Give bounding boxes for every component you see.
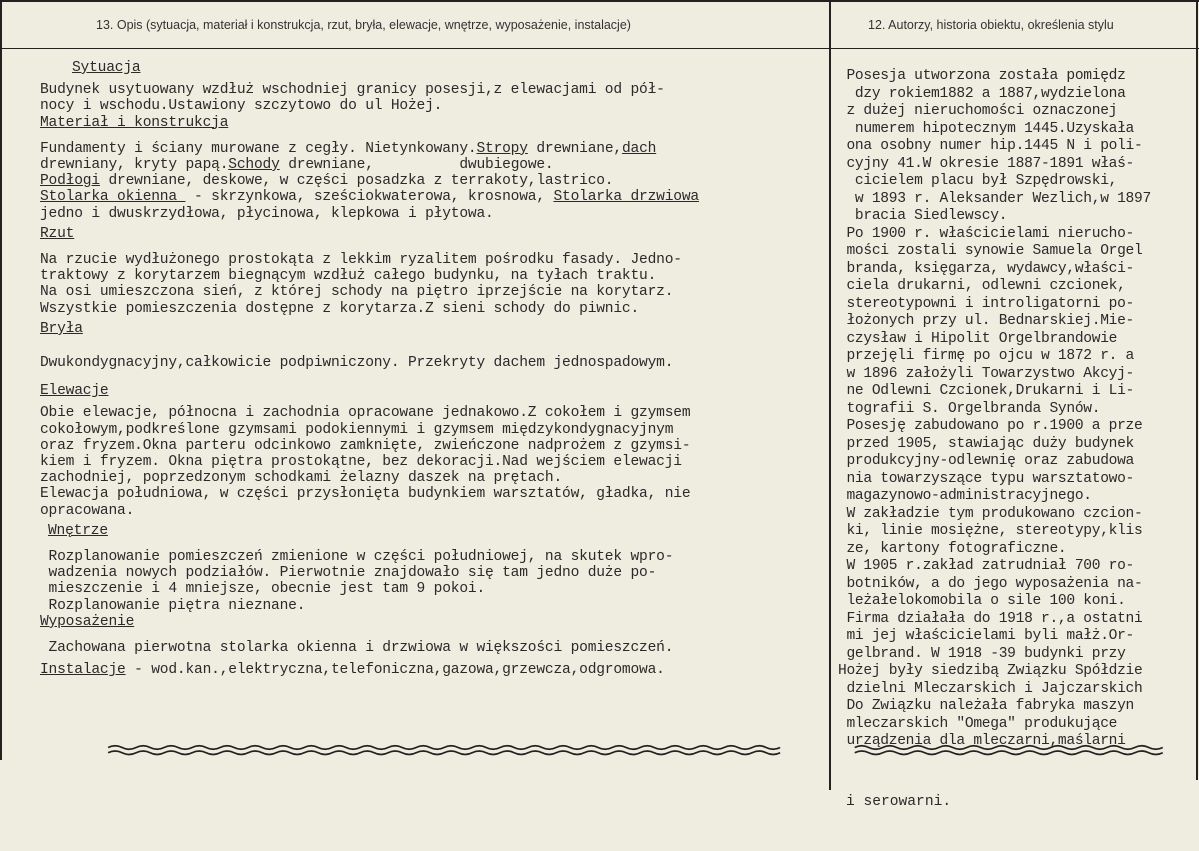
section-title-elewacje: Elewacje <box>40 383 109 400</box>
history-line: gelbrand. W 1918 -39 budynki przy <box>838 645 1126 662</box>
history-line: ona osobny numer hip.1445 N i poli- <box>838 138 1143 154</box>
section-title-bryla: Bryła <box>40 320 83 337</box>
wavy-border-right <box>832 744 1196 758</box>
history-line: ne Odlewni Czcionek,Drukarni i Li- <box>838 383 1135 399</box>
elewacje-line-2: cokołowym,podkreślone gzymsami podokiennymi i gzymsem międzykondygnacyjnym <box>40 421 674 438</box>
wnetrze-line-4: Rozplanowanie piętra nieznane. <box>40 597 306 614</box>
history-line: produkcyjny-odlewnię oraz zabudowa <box>838 453 1135 469</box>
history-column <box>838 68 1196 751</box>
history-line: Hożej były siedzibą Związku Spółdzie <box>838 663 1143 679</box>
elewacje-line-5: zachodniej, poprzedzonym schodkami żelazny daszek na prętach. <box>40 470 563 487</box>
history-line: łożonych przy ul. Bednarskiej.Mie- <box>838 313 1135 329</box>
header-history: 12. Autorzy, historia obiektu, określenia stylu <box>868 18 1114 32</box>
history-line: z dużej nieruchomości oznaczonej <box>838 103 1118 119</box>
right-border <box>1196 0 1198 780</box>
section-title-material: Materiał i konstrukcja <box>40 114 229 131</box>
history-line: ze, kartony fotograficzne. <box>838 540 1067 557</box>
header-rule <box>0 48 1199 49</box>
bryla-line-1: Dwukondygnacyjny,całkowicie podpiwniczony. Przekryty dachem jednospadowym. <box>40 355 674 372</box>
rzut-line-1: Na rzucie wydłużonego prostokąta z lekkim ryzalitem pośrodku fasady. Jedno- <box>40 252 682 269</box>
history-line: Do Związku należała fabryka maszyn <box>838 698 1135 714</box>
description-column <box>40 60 820 679</box>
rzut-line-3: Na osi umieszczona sień, z której schody na piętro iprzejście na korytarz. <box>40 284 674 301</box>
rzut-line-2: traktowy z korytarzem biegnącym wzdłuż całego budynku, na tyłach traktu. <box>40 268 657 285</box>
history-line: czysław i Hipolit Orgelbrandowie <box>838 330 1118 347</box>
material-line-3: Podłogi drewniane, deskowe, w części posadzka z terrakoty,lastrico. <box>40 173 614 190</box>
elewacje-line-6: Elewacja południowa, w części przysłonięta budynkiem warsztatów, gładka, nie <box>40 486 691 503</box>
history-line: dzy rokiem1882 a 1887,wydzielona <box>838 85 1126 102</box>
history-line: urządzenia dla mleczarni,maślarni <box>838 733 1126 749</box>
wnetrze-line-1: Rozplanowanie pomieszczeń zmienione w części południowej, na skutek wpro- <box>40 549 674 566</box>
elewacje-line-4: kiem i fryzem. Okna piętra prostokątne, bez dekoracji.Nad wejściem elewacji <box>40 454 682 471</box>
history-line: tografii S. Orgelbranda Synów. <box>838 400 1101 417</box>
rzut-line-4: Wszystkie pomieszczenia dostępne z korytarza.Z sieni schody do piwnic. <box>40 300 640 317</box>
elewacje-line-7: opracowana. <box>40 502 135 519</box>
wnetrze-line-2: wadzenia nowych podziałów. Pierwotnie znajdowało się tam jedno duże po- <box>40 565 657 582</box>
history-line: nia towarzyszące typu warsztatowo- <box>838 470 1135 487</box>
section-title-rzut: Rzut <box>40 225 75 242</box>
history-line: przejęli firmę po ojcu w 1872 r. a <box>838 348 1135 364</box>
history-line: dzielni Mleczarskich i Jajczarskich <box>838 680 1143 697</box>
wnetrze-line-3: mieszczenie i 4 mniejsze, obecnie jest tam 9 pokoi. <box>40 581 485 598</box>
history-line: cyjny 41.W okresie 1887-1891 właś- <box>838 155 1135 172</box>
sytuacja-line-2: nocy i wschodu.Ustawiony szczytowo do ul Hożej. <box>40 98 443 115</box>
history-line: mleczarskich "Omega" produkujące <box>838 715 1118 732</box>
header-description: 13. Opis (sytuacja, materiał i konstrukcja, rzut, bryła, elewacje, wnętrze, wyposażenie, instalacje) <box>96 18 631 32</box>
history-line: numerem hipotecznym 1445.Uzyskała <box>838 120 1135 137</box>
section-title-instalacje: Instalacje <box>40 662 126 679</box>
wavy-border-left <box>60 744 830 758</box>
history-line: W zakładzie tym produkowano czcion- <box>838 505 1143 522</box>
history-line: botników, a do jego wyposażenia na- <box>838 575 1143 592</box>
history-line: bracia Siedlewscy. <box>838 208 1008 224</box>
column-divider <box>829 0 831 790</box>
wyposazenie-line-1: Zachowana pierwotna stolarka okienna i drzwiowa w większości pomieszczeń. <box>40 640 674 657</box>
material-line-4: Stolarka okienna - skrzynkowa, sześciokwaterowa, krosnowa, Stolarka drzwiowa <box>40 189 699 206</box>
history-line: przed 1905, stawiając duży budynek <box>838 435 1135 452</box>
section-title-sytuacja: Sytuacja <box>72 60 141 76</box>
history-line: cicielem placu był Szpędrowski, <box>838 173 1118 189</box>
elewacje-line-3: oraz fryzem.Okna parteru odcinkowo zamknięte, zwieńczone nadprożem z gzymsi- <box>40 437 691 454</box>
history-line: ki, linie mosiężne, stereotypy,klis <box>838 523 1143 539</box>
history-line: Po 1900 r. właścicielami nierucho- <box>838 225 1135 242</box>
instalacje-line: Instalacje - wod.kan.,elektryczna,telefoniczna,gazowa,grzewcza,odgromowa. <box>40 662 665 679</box>
history-tail: i serowarni. <box>846 794 952 810</box>
section-title-wyposazenie: Wyposażenie <box>40 613 135 630</box>
history-line: stereotypowni i introligatorni po- <box>838 295 1135 312</box>
history-line: Posesja utworzona została pomiędz <box>838 68 1126 84</box>
history-line: branda, księgarza, wydawcy,właści- <box>838 260 1135 277</box>
section-title-wnetrze: Wnętrze <box>48 522 108 539</box>
history-line: leżałelokomobila o sile 100 koni. <box>838 593 1126 609</box>
material-line-2: drewniany, kryty papą.Schody drewniane, dwubiegowe. <box>40 157 554 174</box>
history-line: mi jej właścicielami byli małż.Or- <box>838 628 1135 644</box>
history-line: ciela drukarni, odlewni czcionek, <box>838 278 1126 294</box>
history-line: Firma działała do 1918 r.,a ostatni <box>838 610 1143 627</box>
history-line: w 1893 r. Aleksander Wezlich,w 1897 <box>838 190 1151 207</box>
left-border <box>0 0 2 760</box>
history-line: magazynowo-administracyjnego. <box>838 488 1092 504</box>
top-rule <box>0 0 1199 2</box>
history-line: w 1896 założyli Towarzystwo Akcyj- <box>838 365 1135 382</box>
material-line-1: Fundamenty i ściany murowane z cegły. Nietynkowany.Stropy drewniane,dach <box>40 140 657 157</box>
history-line: W 1905 r.zakład zatrudniał 700 ro- <box>838 558 1135 574</box>
elewacje-line-1: Obie elewacje, północna i zachodnia opracowane jednakowo.Z cokołem i gzymsem <box>40 405 691 422</box>
history-line: mości zostali synowie Samuela Orgel <box>838 243 1143 259</box>
sytuacja-line-1: Budynek usytuowany wzdłuż wschodniej granicy posesji,z elewacjami od pół- <box>40 82 665 99</box>
material-line-5: jedno i dwuskrzydłowa, płycinowa, klepkowa i płytowa. <box>40 205 494 222</box>
history-line: Posesję zabudowano po r.1900 a prze <box>838 418 1143 434</box>
